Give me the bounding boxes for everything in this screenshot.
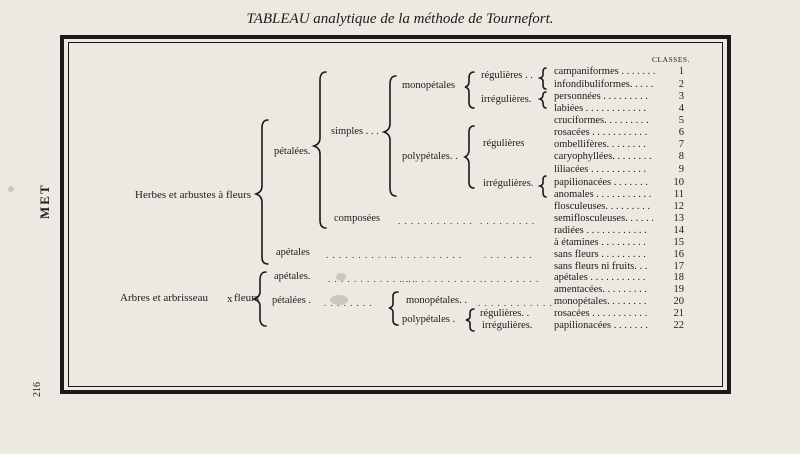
class-label: liliacées . . . . . . . . . . . (554, 164, 647, 175)
class-number: 14 (673, 225, 684, 236)
class-number: 19 (673, 284, 684, 295)
running-head-word: MET (37, 183, 52, 219)
class-label: infondibuliformes. . . . . (554, 79, 654, 90)
class-number: 22 (673, 320, 684, 331)
class-label: ombellifères. . . . . . . . (554, 139, 646, 150)
class-number: 17 (673, 261, 684, 272)
leader-dots: . . . . . . . . . . . . (398, 216, 473, 226)
leader-dots: . . . . . . . . . . . (394, 250, 463, 260)
class-number: 12 (673, 201, 684, 212)
page-title: TABLEAU analytique de la méthode de Tournefort. (246, 11, 554, 27)
label-herbes-arbustes: Herbes et arbustes à fleurs (135, 189, 252, 201)
label-regulieres-poly: régulières (483, 138, 525, 149)
class-label: monopétales. . . . . . . . (554, 296, 647, 307)
class-label: sans fleurs . . . . . . . . . (554, 249, 646, 260)
class-number: 18 (673, 272, 684, 283)
label-arbres-x: x (227, 293, 233, 305)
brace-poly-irregulieres (540, 176, 546, 197)
leader-dots: . . . . . . . . . . . (326, 250, 395, 260)
class-number: 11 (673, 189, 684, 200)
class-number: 16 (673, 249, 684, 260)
class-number: 21 (673, 308, 684, 319)
label-arbres-fleurs: fleurs (234, 292, 260, 304)
brace-herbes (256, 120, 268, 264)
class-label: caryophyllées. . . . . . . . (554, 151, 652, 162)
class-number: 8 (678, 151, 684, 162)
class-number: 2 (678, 79, 684, 90)
label-irregulieres-mono: irrégulières. (481, 94, 532, 105)
class-number: 10 (673, 177, 684, 188)
label-arbres-apetales: apétales. (274, 271, 311, 282)
classes-column-header: CLASSES. (652, 55, 690, 64)
class-label: papilionacées . . . . . . . (554, 320, 648, 331)
label-monopetales: monopétales (402, 80, 456, 91)
brace-petalees (314, 72, 326, 228)
label-simples: simples . . . (331, 126, 379, 137)
class-number: 7 (678, 139, 684, 150)
brace-arbres-polypetales (466, 309, 474, 331)
leader-dots: . . . . . . . . . . . . . (402, 274, 484, 284)
class-label: campaniformes . . . . . . . (554, 66, 656, 77)
label-regulieres-arbres: régulières. . (480, 308, 530, 319)
leader-dots: . . . . . . . . . (480, 216, 536, 226)
label-composees: composées (334, 213, 381, 224)
brace-polypetales (465, 126, 474, 188)
class-number: 15 (673, 237, 684, 248)
class-label: cruciformes. . . . . . . . . (554, 115, 649, 126)
label-arbres-monopetales: monopétales. . (406, 295, 467, 306)
class-label: anomales . . . . . . . . . . . (554, 189, 652, 200)
class-label: personnées . . . . . . . . . (554, 91, 648, 102)
class-label: labiées . . . . . . . . . . . . (554, 103, 647, 114)
brace-arbres-petalees (389, 292, 398, 325)
brace-monopetales (465, 72, 474, 108)
class-label: apétales . . . . . . . . . . . (554, 272, 646, 283)
class-number: 3 (678, 91, 684, 102)
leader-dots: . . . . . . . . . . . . . . (328, 274, 416, 284)
class-label: rosacées . . . . . . . . . . . (554, 308, 648, 319)
class-label: à étamines . . . . . . . . . (554, 237, 646, 248)
class-number: 4 (678, 103, 684, 114)
brace-mono-irregulieres (540, 92, 546, 108)
label-polypetales: polypétales. . (402, 151, 458, 162)
class-number: 5 (678, 115, 684, 126)
page-number: 216 (32, 382, 43, 397)
class-number: 1 (678, 66, 684, 77)
class-number: 6 (678, 127, 684, 138)
class-label: papilionacées . . . . . . . (554, 177, 648, 188)
brace-simples (384, 76, 396, 196)
class-label: sans fleurs ni fruits. . . (554, 261, 648, 272)
label-regulieres-mono: régulières . . (481, 70, 533, 81)
label-arbres-arbrisseau: Arbres et arbrisseau (120, 292, 208, 304)
class-number: 13 (673, 213, 684, 224)
class-label: rosacées . . . . . . . . . . . (554, 127, 648, 138)
leader-dots: . . . . . . . . (324, 298, 373, 308)
leader-dots: . . . . . . . . (484, 250, 533, 260)
leader-dots: . . . . . . . . . . . . (478, 298, 553, 308)
class-label: semiflosculeuses. . . . . . (554, 213, 655, 224)
class-label: amentacées. . . . . . . . . (554, 284, 648, 295)
brace-mono-regulieres (540, 68, 546, 89)
label-arbres-petalees: pétalées . (272, 295, 312, 306)
class-number: 9 (678, 164, 684, 175)
class-label: flosculeuses. . . . . . . . . (554, 201, 650, 212)
label-apetales: apétales (276, 247, 310, 258)
leader-dots: . . . . . . . . . (484, 274, 540, 284)
label-petalees: pétalées. (274, 146, 311, 157)
label-arbres-polypetales: polypétales . (402, 314, 456, 325)
class-label: radiées . . . . . . . . . . . . (554, 225, 647, 236)
class-number: 20 (673, 296, 684, 307)
label-irregulieres-arbres: irrégulières. (482, 320, 533, 331)
label-irregulieres-poly: irrégulières. (483, 178, 534, 189)
